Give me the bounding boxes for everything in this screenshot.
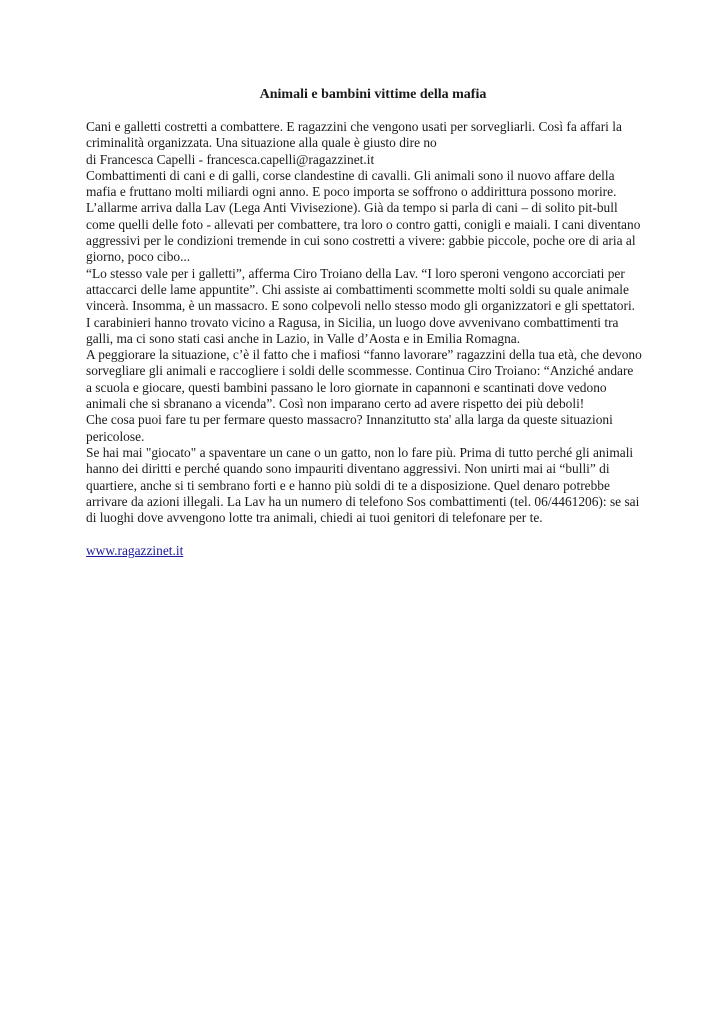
article-title: Animali e bambini vittime della mafia <box>259 87 487 102</box>
article-paragraph: A peggiorare la situazione, c’è il fatto che i mafiosi “fanno lavorare” ragazzini della tua età, che devono sorvegliare gli animali e raccogliere i soldi delle scommesse. Continua Ciro Troiano: “Anziché andare a scuola e giocare, questi bambini passano le loro giornate in capannoni e scantinati dove vedono animali che si sbranano a vicenda”. Così non imparano certo ad avere rispetto dei più deboli! <box>86 347 642 412</box>
document-page <box>86 86 642 560</box>
website-link[interactable]: www.ragazzinet.it <box>86 543 184 559</box>
article-paragraph: Che cosa puoi fare tu per fermare questo massacro? Innanzitutto sta' alla larga da queste situazioni pericolose. <box>86 412 613 444</box>
article-lead: Cani e galletti costretti a combattere. E ragazzini che vengono usati per sorvegliarli. Così fa affari la criminalità organizzata. Una situazione alla quale è giusto dire no <box>86 119 622 151</box>
article-paragraph: Combattimenti di cani e di galli, corse clandestine di cavalli. Gli animali sono il nuovo affare della mafia e fruttano molti miliardi ogni anno. E poco importa se soffrono o addirittura possono morire. L’allarme arriva dalla Lav (Lega Anti Vivisezione). Già da tempo si parla di cani – di solito pit-bull come quelli delle foto - allevati per combattere, tra loro o contro gatti, conigli e maiali. I cani diventano aggressivi per le condizioni tremende in cui sono costretti a vivere: gabbie piccole, poche ore di aria al giorno, poco cibo... <box>86 167 641 265</box>
article-paragraph: Se hai mai "giocato" a spaventare un cane o un gatto, non lo fare più. Prima di tutto perché gli animali hanno dei diritti e perché quando sono impauriti diventano aggressivi. Non unirti mai ai “bulli” di quartiere, anche si ti sembrano forti e e hanno più soldi di te a disposizione. Quel denaro potrebbe arrivare da azioni illegali. La Lav ha un numero di telefono Sos combattimenti (tel. 06/4461206): se sai di luoghi dove avvengono lotte tra animali, chiedi ai tuoi genitori di telefonare per te. <box>86 444 640 526</box>
article-paragraph: “Lo stesso vale per i galletti”, afferma Ciro Troiano della Lav. “I loro speroni vengono accorciati per attaccarci delle lame appuntite”. Chi assiste ai combattimenti scommette molti soldi su quale animale vincerà. Insomma, è un massacro. E sono colpevoli nello stesso modo gli organizzatori e gli spettatori. I carabinieri hanno trovato vicino a Ragusa, in Sicilia, un luogo dove avvenivano combattimenti tra galli, ma ci sono stati casi anche in Lazio, in Valle d’Aosta e in Emilia Romagna. <box>86 265 636 346</box>
article-body <box>86 119 642 526</box>
paragraph-spacer <box>86 526 642 542</box>
article-byline: di Francesca Capelli - francesca.capelli@ragazzinet.it <box>86 151 375 167</box>
